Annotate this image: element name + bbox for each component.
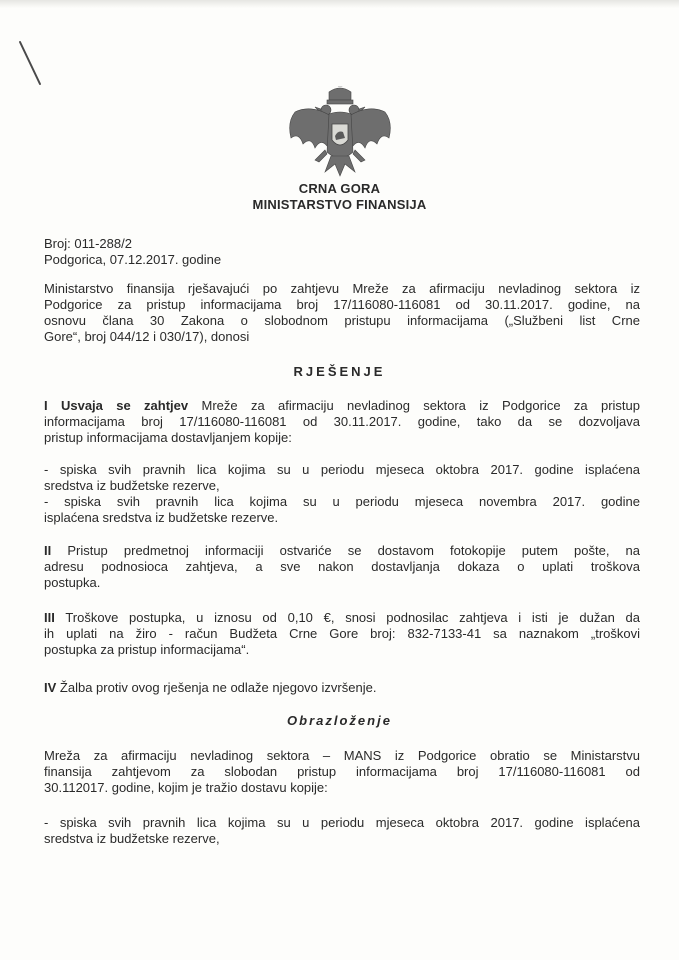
decision-title: RJEŠENJE xyxy=(293,364,386,379)
list-item: - spiska svih pravnih lica kojima su u periodu mjeseca oktobra 2017. godine isplaćena xyxy=(44,462,640,477)
list-item: - spiska svih pravnih lica kojima su u periodu mjeseca novembra 2017. godine xyxy=(44,494,640,509)
reasoning-line: finansija zahtjevom za slobodan pristup informacijama broj 17/116080-116081 od xyxy=(44,764,640,779)
section-3-line xyxy=(44,610,640,626)
place-date: Podgorica, 07.12.2017. godine xyxy=(44,252,222,267)
section-3-number: III xyxy=(44,610,55,625)
reasoning-title: Obrazloženje xyxy=(287,713,392,728)
section-2-line: adresu podnosioca zahtjeva, a sve nakon dostavljanja dokaza o uplati troškova xyxy=(44,559,640,574)
section-3-line: postupka za pristup informacijama“. xyxy=(44,642,250,657)
section-2-text: Pristup predmetnoj informaciji ostvariće se dostavom fotokopije putem pošte, na xyxy=(51,543,640,558)
section-4-line xyxy=(44,680,376,696)
intro-line: Ministarstvo finansija rješavajući po zahtjevu Mreže za afirmaciju nevladinog sektora iz xyxy=(44,281,640,296)
list-item: sredstva iz budžetske rezerve, xyxy=(44,831,220,846)
intro-line: Gore“, broj 044/12 i 030/17), donosi xyxy=(44,329,250,344)
list-item: sredstva iz budžetske rezerve, xyxy=(44,478,220,493)
section-1-line: informacijama broj 17/116080-116081 od 30.11.2017. godine, tako da se dozvoljava xyxy=(44,414,640,429)
section-1-text: Mreže za afirmaciju nevladinog sektora iz Podgorice za pristup xyxy=(188,398,641,413)
reasoning-line: Mreža za afirmaciju nevladinog sektora – MANS iz Podgorice obratio se Ministarstvu xyxy=(44,748,640,763)
reasoning-line: 30.112017. godine, kojim je tražio dostavu kopije: xyxy=(44,780,328,795)
country-heading: CRNA GORA xyxy=(298,181,381,196)
section-2-line xyxy=(44,543,640,559)
section-4-text: Žalba protiv ovog rješenja ne odlaže njegovo izvršenje. xyxy=(56,680,377,695)
pen-mark xyxy=(18,40,48,90)
section-1-label: I Usvaja se zahtjev xyxy=(44,398,189,413)
section-2-line: postupka. xyxy=(44,575,101,590)
section-3-text: Troškove postupka, u iznosu od 0,10 €, snosi podnosilac zahtjeva i isti je dužan da xyxy=(54,610,640,625)
intro-line: Podgorice za pristup informacijama broj 17/116080-116081 od 30.11.2017. godine, na xyxy=(44,297,640,312)
coat-of-arms-emblem xyxy=(281,86,399,178)
section-1-line: pristup informacijama dostavljanjem kopije: xyxy=(44,430,292,445)
section-2-number: II xyxy=(44,543,52,558)
section-1-line xyxy=(44,398,640,414)
intro-line: osnovu člana 30 Zakona o slobodnom pristupu informacijama („Službeni list Crne xyxy=(44,313,640,328)
document-number: Broj: 011-288/2 xyxy=(44,236,132,251)
section-4-number: IV xyxy=(44,680,57,695)
section-3-line: ih uplati na žiro - račun Budžeta Crne Gore broj: 832-7133-41 sa naznakom „troškovi xyxy=(44,626,640,641)
scan-edge xyxy=(0,0,679,8)
list-item: isplaćena sredstva iz budžetske rezerve. xyxy=(44,510,279,525)
list-item: - spiska svih pravnih lica kojima su u periodu mjeseca oktobra 2017. godine isplaćena xyxy=(44,815,640,830)
ministry-heading: MINISTARSTVO FINANSIJA xyxy=(252,197,427,212)
